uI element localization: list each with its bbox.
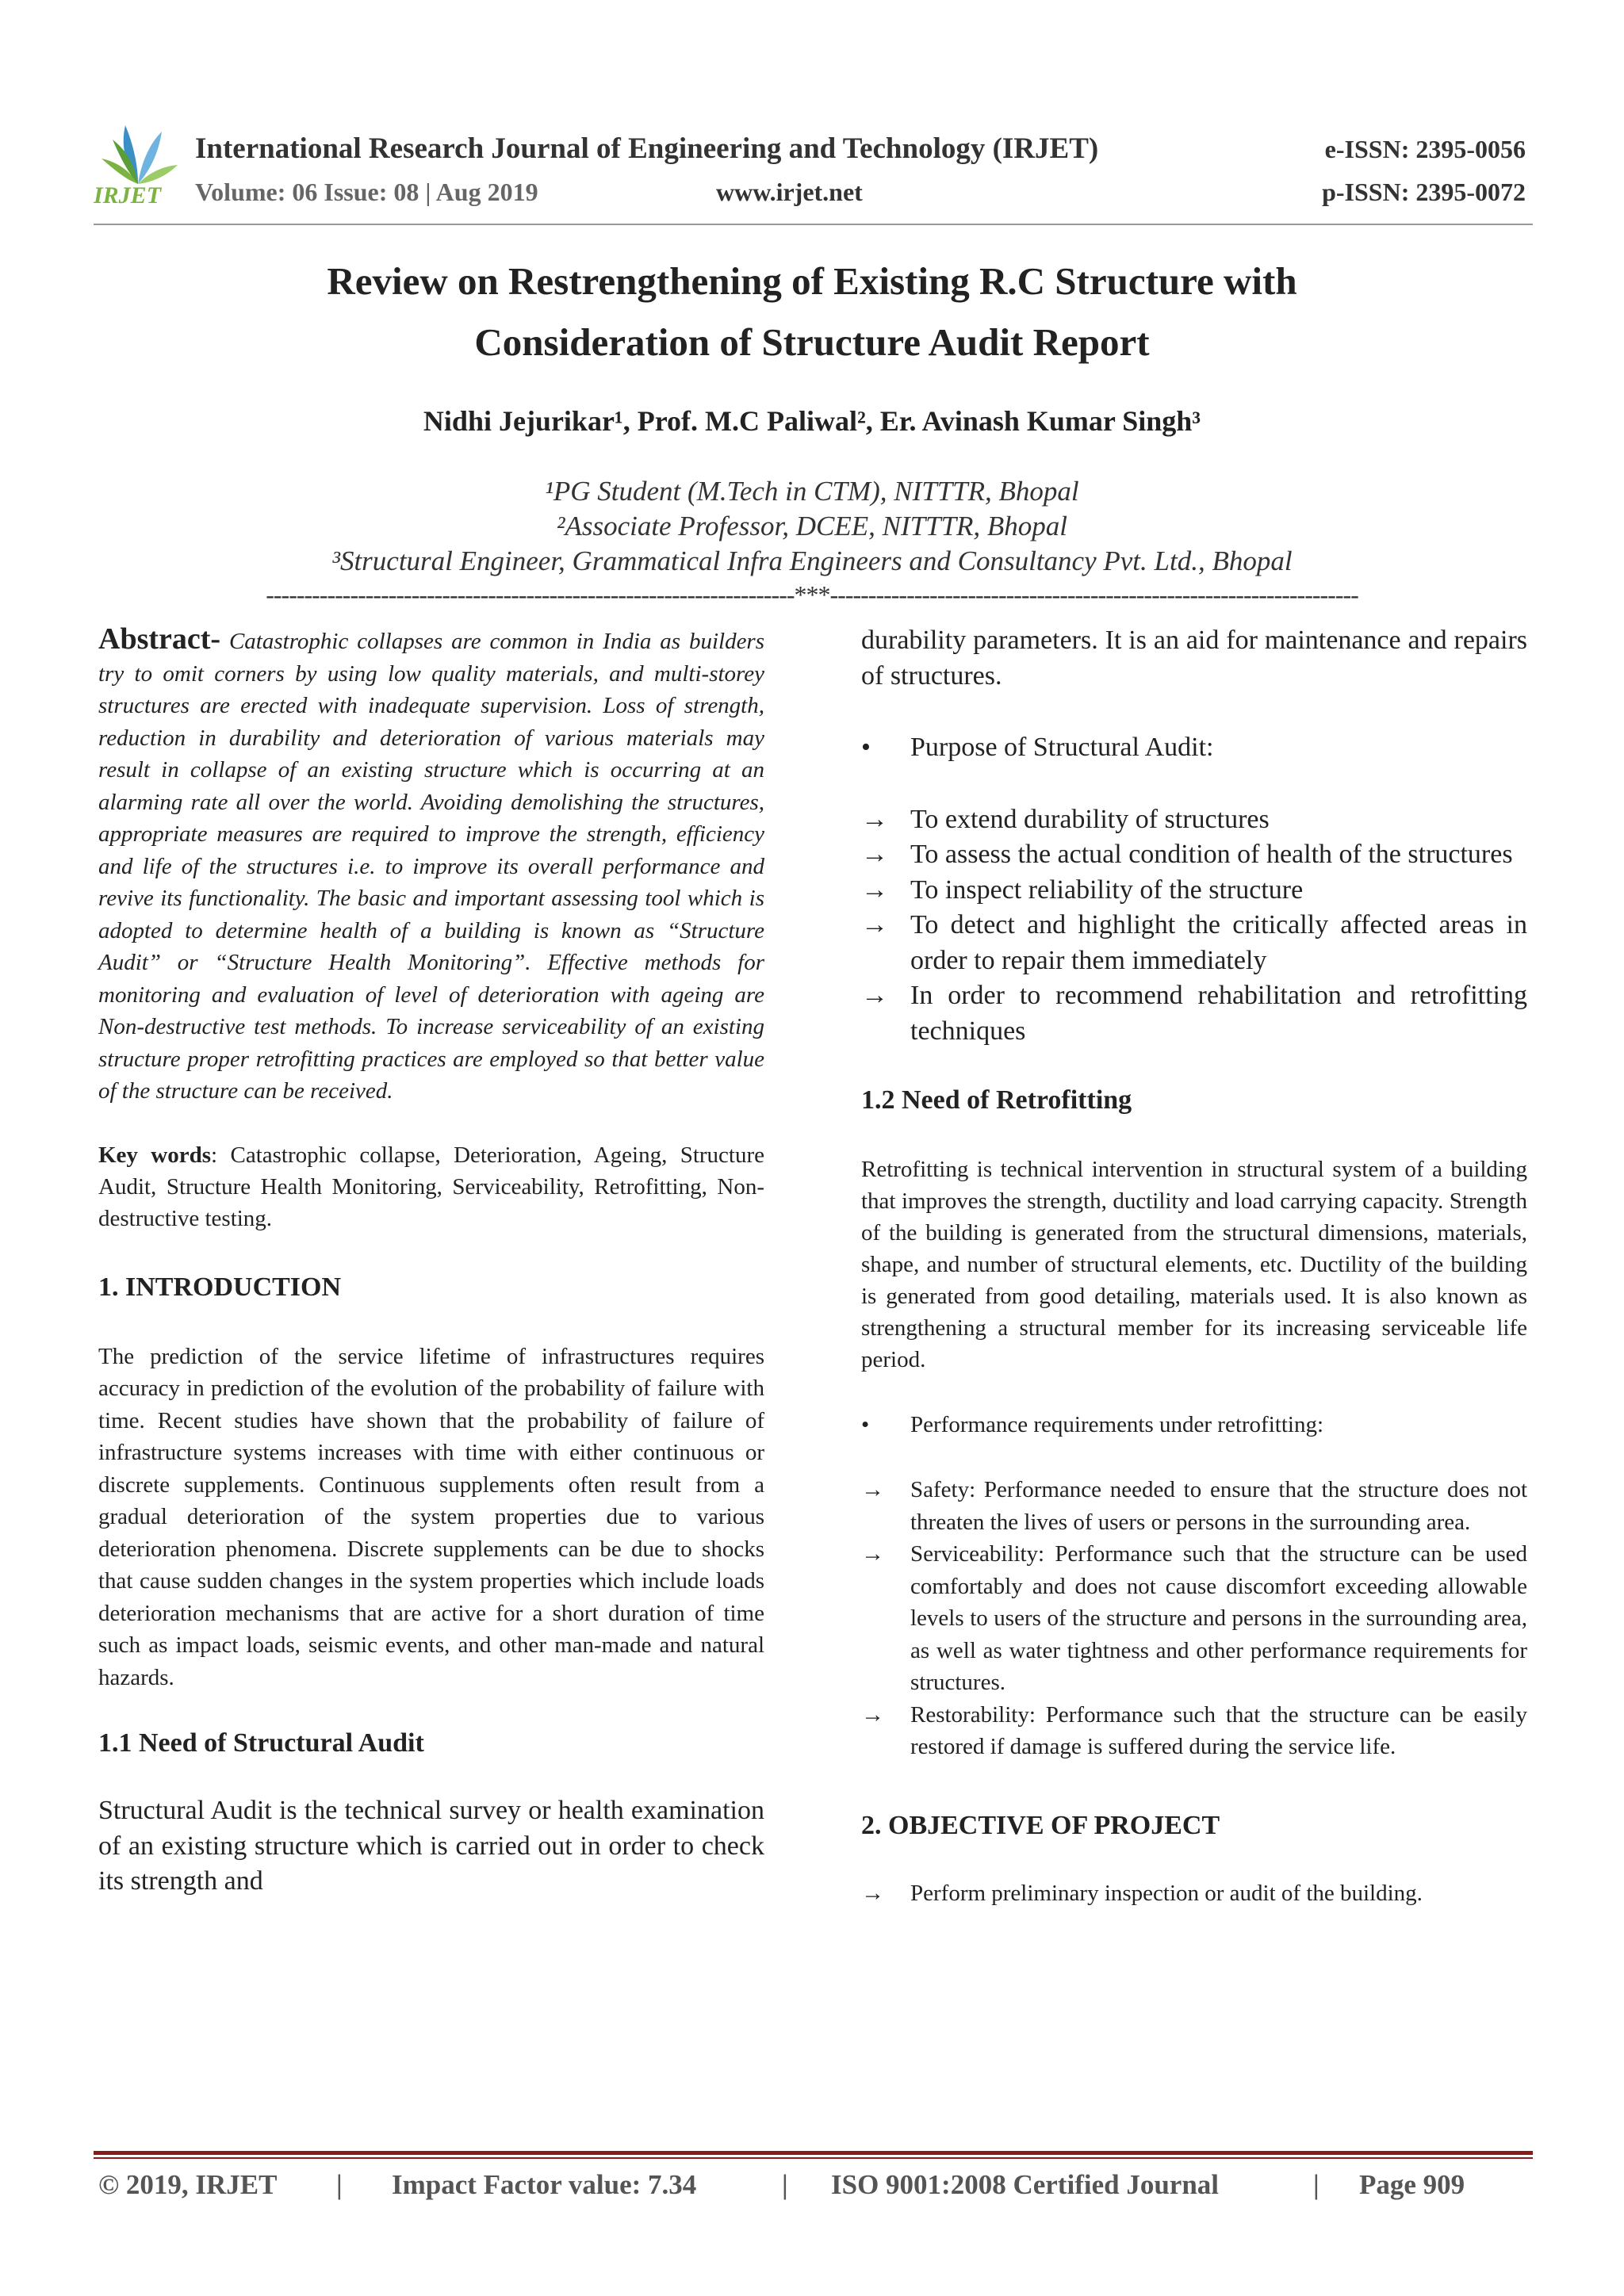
list-item <box>861 1699 1527 1763</box>
list-item-text: In order to recommend rehabilitation and retrofitting techniques <box>910 981 1527 1046</box>
list-item-text: To detect and highlight the critically affected areas in order to repair them immediately <box>910 910 1527 975</box>
footer-page-number: Page 909 <box>1359 2169 1465 2200</box>
list-item-text: To assess the actual condition of health of the structures <box>910 840 1513 869</box>
objective-list <box>861 1877 1527 1910</box>
footer-separator: | <box>1313 2169 1320 2200</box>
purpose-list <box>861 802 1527 1050</box>
authors: Nidhi Jejurikar¹, Prof. M.C Paliwal², Er. Avinash Kumar Singh³ <box>423 405 1201 437</box>
arrow-icon: → <box>861 1701 884 1728</box>
header-divider <box>94 224 1533 225</box>
list-item <box>861 802 1527 838</box>
footer-iso: ISO 9001:2008 Certified Journal <box>831 2169 1220 2200</box>
arrow-icon: → <box>861 874 888 905</box>
volume-info: Volume: 06 Issue: 08 | Aug 2019 <box>195 178 538 206</box>
affiliation-2: ²Associate Professor, DCEE, NITTTR, Bhopal <box>556 511 1068 541</box>
journal-website-link[interactable]: www.irjet.net <box>716 178 863 206</box>
structural-audit-text: Structural Audit is the technical survey or health examination of an existing structure which is carried out in order to check its strength and <box>98 1796 764 1896</box>
keywords-label: Key words <box>98 1142 212 1168</box>
list-item-text: To inspect reliability of the structure <box>910 874 1304 905</box>
list-item <box>861 1877 1527 1910</box>
footer-divider-thin <box>94 2157 1533 2159</box>
list-item-text: Serviceability: Performance such that the structure can be used comfortably and does not cause discomfort exceeding allowable levels to users of the structure and persons in the surrounding area, as well as water tightness and other performance requirements for structures. <box>910 1541 1527 1695</box>
performance-list <box>861 1474 1527 1763</box>
bullet-icon: • <box>861 733 871 762</box>
arrow-icon: → <box>861 840 888 869</box>
journal-logo <box>94 117 182 211</box>
keywords-text: : Catastrophic collapse, Deterioration, Ageing, Structure Audit, Structure Health Monitoring, Serviceability, Retrofitting, Non-destructive testing. <box>98 1142 764 1231</box>
affiliation-1: ¹PG Student (M.Tech in CTM), NITTTR, Bhopal <box>545 476 1079 507</box>
left-column <box>98 623 764 1900</box>
abstract-text: Catastrophic collapses are common in India as builders try to omit corners by using low quality materials, and multi-storey structures are erected with inadequate supervision. Loss of strength, reduction in durability and deterioration of various materials may result in collapse of an existing structure which is occurring at an alarming rate all over the world. Avoiding demolishing the structures, appropriate measures are required to improve the strength, efficiency and life of the structures i.e. to improve its overall performance and revive its functionality. The basic and important assessing tool which is adopted to determine health of a building is known as “Structure Audit” or “Structure Health Monitoring”. Effective methods for monitoring and evaluation of level of deterioration with ageing are Non-destructive test methods. To increase serviceability of an existing structure proper retrofitting practices are employed so that better value of the structure can be received. <box>98 629 765 1104</box>
arrow-icon: → <box>861 1541 884 1567</box>
abstract <box>98 623 764 1108</box>
footer-copyright: © 2019, IRJET <box>98 2169 278 2200</box>
arrow-icon: → <box>861 1880 884 1906</box>
abstract-label: Abstract- <box>98 622 221 656</box>
eissn: e-ISSN: 2395-0056 <box>1324 135 1526 163</box>
affiliation-3: ³Structural Engineer, Grammatical Infra Engineers and Consultancy Pvt. Ltd., Bhopal <box>331 545 1293 576</box>
pissn: p-ISSN: 2395-0072 <box>1322 178 1526 206</box>
section-heading-objective: 2. OBJECTIVE OF PROJECT <box>861 1810 1220 1840</box>
section-separator: ---------------------------------------------------------------------***--------------------------------------------------------------------- <box>266 580 1358 609</box>
footer-divider-thick <box>94 2151 1533 2155</box>
list-item <box>861 1538 1527 1699</box>
footer-separator: | <box>336 2169 343 2200</box>
journal-title: International Research Journal of Engineering and Technology (IRJET) <box>195 132 1099 165</box>
section-heading-introduction: 1. INTRODUCTION <box>98 1272 342 1302</box>
arrow-icon: → <box>861 981 888 1010</box>
list-item-text: Restorability: Performance such that the structure can be easily restored if damage is suffered during the service life. <box>910 1701 1527 1759</box>
paper-title-line-2: Consideration of Structure Audit Report <box>474 320 1150 364</box>
footer-separator: | <box>782 2169 788 2200</box>
paper-title-line-1: Review on Restrengthening of Existing R.C Structure with <box>327 259 1297 303</box>
list-item-text: Safety: Performance needed to ensure that the structure does not threaten the lives of users or persons in the surrounding area. <box>910 1477 1527 1535</box>
arrow-icon: → <box>861 910 888 939</box>
footer <box>98 2169 1465 2201</box>
right-column <box>861 623 1527 1909</box>
list-item <box>861 978 1527 1049</box>
list-item <box>861 837 1527 873</box>
keywords <box>98 1139 764 1234</box>
list-item <box>861 1474 1527 1538</box>
purpose-bullet <box>861 730 1527 766</box>
arrow-icon: → <box>861 1477 884 1502</box>
purpose-heading: Purpose of Structural Audit: <box>910 733 1214 762</box>
section-heading-need-of-structural-audit: 1.1 Need of Structural Audit <box>98 1728 424 1758</box>
list-item <box>861 908 1527 978</box>
list-item <box>861 873 1527 909</box>
arrow-icon: → <box>861 804 888 834</box>
list-item-text: To extend durability of structures <box>910 804 1270 834</box>
list-item-text: Perform preliminary inspection or audit of the building. <box>910 1880 1423 1906</box>
retrofitting-text: Retrofitting is technical intervention in structural system of a building that improves the strength, ductility and load carrying capacity. Strength of the building is generated from the structural dimensions, materials, shape, and number of structural elements, etc. Ductility of the building is generated from good detailing, materials used. It is also known as strengthening a structural member for its increasing serviceable life period. <box>861 1157 1527 1372</box>
bullet-icon: • <box>861 1412 870 1437</box>
performance-bullet <box>861 1409 1527 1441</box>
footer-impact-factor: Impact Factor value: 7.34 <box>392 2169 697 2200</box>
section-heading-need-of-retrofitting: 1.2 Need of Retrofitting <box>861 1085 1132 1115</box>
continued-text: durability parameters. It is an aid for maintenance and repairs of structures. <box>861 626 1527 691</box>
performance-heading: Performance requirements under retrofitting: <box>910 1412 1323 1437</box>
logo-text: IRJET <box>94 182 162 209</box>
introduction-text: The prediction of the service lifetime of infrastructures requires accuracy in prediction of the evolution of the probability of failure with time. Recent studies have shown that the probability of failure of infrastructure systems increases with time with either continuous or discrete supplements. Continuous supplements often result from a gradual deterioration of the system properties due to various deterioration phenomena. Discrete supplements can be due to shocks that cause sudden changes in the system properties which include loads deterioration mechanisms that are active for a short duration of time such as impact loads, seismic events, and other man-made and natural hazards. <box>98 1343 764 1690</box>
